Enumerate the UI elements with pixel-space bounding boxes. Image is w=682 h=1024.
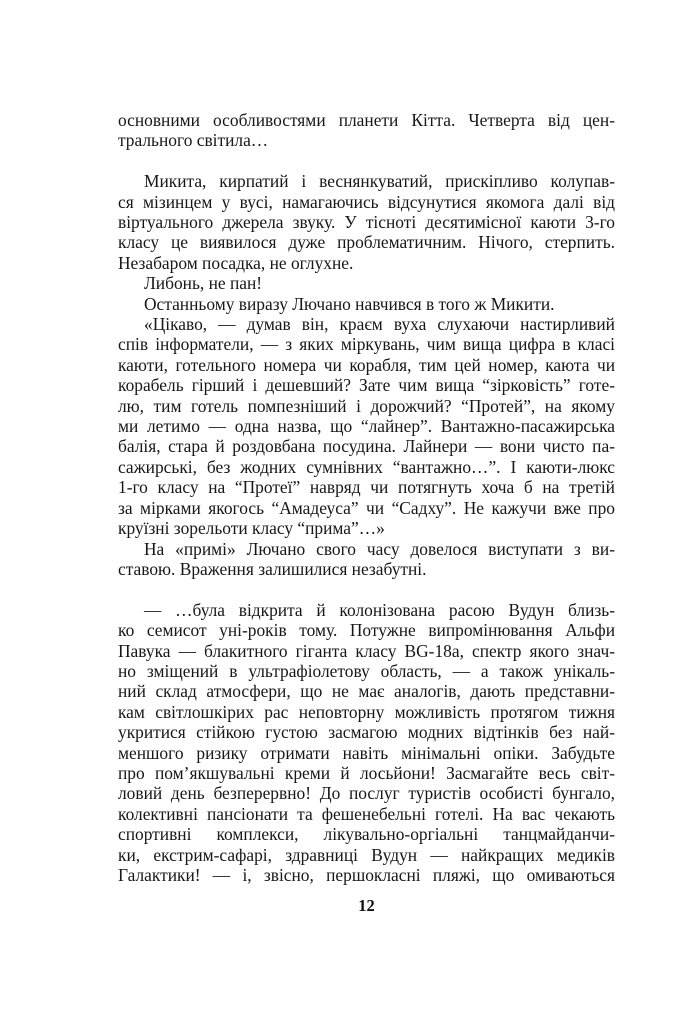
text-line: Микита, кирпатий і веснянкуватий, прискіпливо колупав-	[144, 171, 615, 192]
text-line: Незабаром посадка, не оглухне.	[118, 252, 354, 273]
page-number: 12	[358, 896, 375, 915]
text-line: меншого ризику отримати навіть мінімальні опіки. Забудьте	[118, 742, 615, 763]
text-line: спів інформатели, — з яких міркувань, чим вища цифра в класі	[118, 334, 615, 355]
text-line: Павука — блакитного гіганта класу BG-18а, спектр якого знач-	[118, 640, 615, 661]
text-line: но зміщений в ультрафіолетову область, — а також унікаль-	[118, 660, 615, 681]
paragraph	[118, 171, 615, 273]
text-line: ки, екстрим-сафарі, здравниці Вудун — найкращих медиків	[118, 844, 615, 865]
paragraph	[118, 600, 615, 886]
text-line: ний склад атмосфери, що не має аналогів, дають представни-	[118, 681, 615, 702]
text-line: сажирські, без жодних сумнівних “вантажно…”. І каюти-люкс	[118, 456, 615, 477]
text-line: корабель гірший і дешевший? Зате чим вища “зірковість” готе-	[118, 375, 615, 396]
text-line: основними особливостями планети Кітта. Четверта від цен-	[118, 110, 615, 130]
text-line: 1-го класу на “Протеї” навряд чи потягнуть хоча б на третій	[118, 477, 615, 498]
text-line: «Цікаво, — думав він, краєм вуха слухаючи настирливий	[144, 314, 615, 335]
page-text	[118, 110, 615, 885]
text-line: ся мізинцем у вусі, намагаючись відсунутися якомога далі від	[118, 191, 615, 212]
paragraph	[118, 273, 615, 293]
text-line: Останньому виразу Лючано навчився в того ж Микити.	[144, 293, 555, 314]
text-line: про пом’якшувальні креми й лосьйони! Засмагайте весь світ-	[118, 762, 615, 783]
text-line: спортивні комплекси, лікувально-оргіальні танцмайданчи-	[118, 824, 615, 845]
text-line: трального світила…	[118, 130, 269, 151]
paragraph	[118, 539, 615, 580]
text-line: колективні пансіонати та фешенебельні готелі. На вас чекають	[118, 803, 615, 824]
text-line: віртуального джерела звуку. У тісноті десятимісної каюти 3-го	[118, 212, 615, 233]
text-line: ми летимо — одна назва, що “лайнер”. Вантажно-пасажирська	[118, 416, 615, 437]
text-line: На «примі» Лючано свого часу довелося виступати з ви-	[144, 538, 615, 559]
text-line: кам світлошкірих рас неповторну можливість протягом тижня	[118, 701, 615, 722]
text-line: каюти, готельного номера чи корабля, тим цей номер, каюта чи	[118, 354, 615, 375]
text-line: балія, стара й роздовбана посудина. Лайнери — вони чисто па-	[118, 436, 615, 457]
text-line: за мірками якогось “Амадеуса” чи “Садху”. Не кажучи вже про	[118, 497, 615, 518]
text-line: Либонь, не пан!	[144, 273, 263, 294]
text-line: круїзні зорельоти класу “прима”…»	[118, 518, 385, 539]
paragraph	[118, 110, 615, 151]
text-line: ставою. Враження залишилися незабутні.	[118, 558, 427, 579]
text-line: ловий день безперервно! До послуг туристів особисті бунгало,	[118, 783, 615, 804]
text-line: Галактики! — і, звісно, першокласні пляжі, що омиваються	[118, 865, 615, 885]
text-line: укритися стійкою густою засмагою модних відтінків без най-	[118, 722, 615, 743]
text-line: ко семисот уні-років тому. Потужне випромінювання Альфи	[118, 620, 615, 641]
paragraph	[118, 314, 615, 538]
text-line: лю, тим готель помпезніший і дорожчий? “Протей”, на якому	[118, 395, 615, 416]
text-line: класу це виявилося дуже проблематичним. Нічого, стерпить.	[118, 232, 615, 253]
paragraph	[118, 294, 615, 314]
text-line: — …була відкрита й колонізована расою Вудун близь-	[144, 599, 615, 620]
